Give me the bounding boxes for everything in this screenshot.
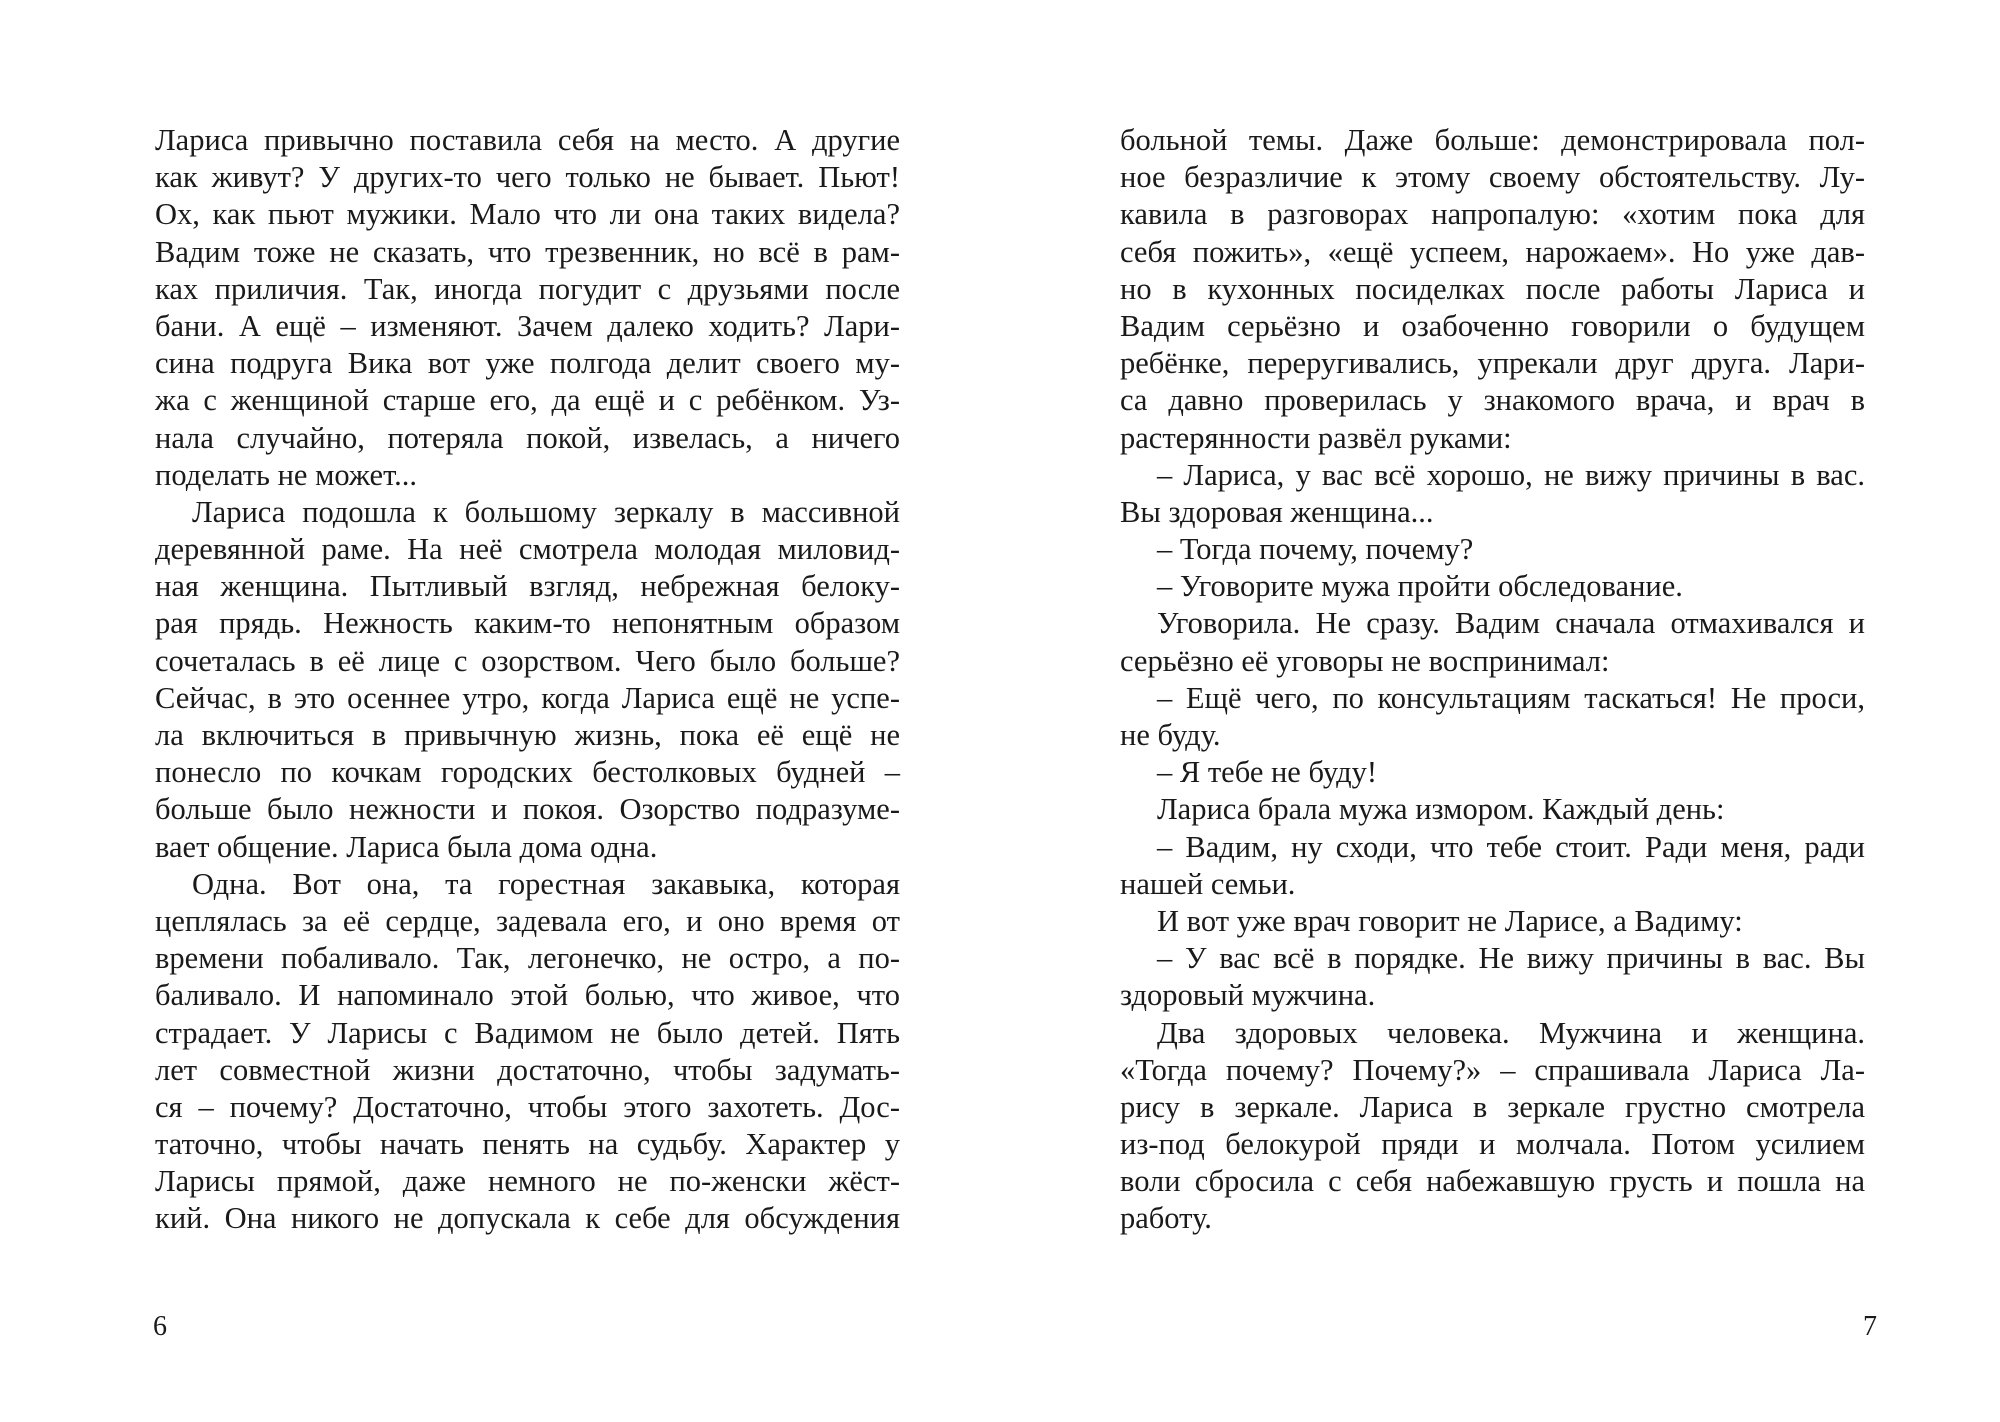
text-line: больше было нежности и покоя. Озорство подразуме- — [155, 792, 900, 827]
text-line: понесло по кочкам городских бестолковых будней – — [155, 755, 900, 790]
text-line: – Я тебе не буду! — [1157, 755, 1378, 790]
text-line: не буду. — [1120, 718, 1221, 752]
text-line: но в кухонных посиделках после работы Лариса и — [1120, 271, 1865, 306]
page-number: 7 — [1863, 1311, 1877, 1342]
text-line: ное безразличие к этому своему обстоятельству. Лу- — [1120, 160, 1865, 195]
text-line: Ох, как пьют мужики. Мало что ли она таких видела? — [155, 197, 900, 232]
text-line: «Тогда почему? Почему?» – спрашивала Лариса Ла- — [1120, 1052, 1865, 1087]
text-line: рая прядь. Нежность каким-то непонятным образом — [155, 606, 900, 641]
text-line: страдает. У Ларисы с Вадимом не было детей. Пять — [155, 1015, 900, 1050]
text-line: – У вас всё в порядке. Не вижу причины в вас. Вы — [1157, 941, 1865, 976]
text-line: сочеталась в её лице с озорством. Чего было больше? — [155, 643, 900, 678]
text-line: Вадим тоже не сказать, что трезвенник, но всё в рам- — [155, 234, 900, 269]
text-line: – Ещё чего, по консультациям таскаться! Не проси, — [1157, 680, 1865, 715]
text-line: И вот уже врач говорит не Ларисе, а Вадиму: — [1157, 903, 1743, 938]
text-line: кавила в разговорах напропалую: «хотим пока для — [1120, 197, 1865, 232]
text-line: рису в зеркале. Лариса в зеркале грустно смотрела — [1120, 1089, 1865, 1124]
text-line: Лариса привычно поставила себя на место. А другие — [155, 123, 900, 157]
text-line: деревянной раме. На неё смотрела молодая миловид- — [155, 532, 900, 567]
right-page-text — [1120, 122, 1865, 1238]
text-line: Ларисы прямой, даже немного не по-женски жёст- — [155, 1164, 900, 1199]
text-line: вает общение. Лариса была дома одна. — [155, 829, 658, 864]
text-line: бани. А ещё – изменяют. Зачем далеко ходить? Лари- — [155, 308, 900, 343]
text-line: цеплялась за её сердце, задевала его, и оно время от — [155, 903, 900, 938]
text-line: таточно, чтобы начать пенять на судьбу. Характер у — [155, 1127, 900, 1162]
text-line: – Лариса, у вас всё хорошо, не вижу причины в вас. — [1157, 457, 1865, 492]
text-line: ла включиться в привычную жизнь, пока её ещё не — [155, 718, 900, 752]
text-line: лет совместной жизни достаточно, чтобы задумать- — [155, 1052, 900, 1087]
text-line: нашей семьи. — [1120, 866, 1296, 901]
text-line: – Тогда почему, почему? — [1157, 532, 1474, 567]
text-line: ся – почему? Достаточно, чтобы этого захотеть. Дос- — [155, 1089, 900, 1124]
text-line: из-под белокурой пряди и молчала. Потом усилием — [1120, 1127, 1865, 1162]
text-line: Одна. Вот она, та горестная закавыка, которая — [192, 866, 900, 901]
text-line: больной темы. Даже больше: демонстрировала пол- — [1120, 123, 1865, 157]
text-line: баливало. И напоминало этой болью, что живое, что — [155, 978, 900, 1013]
text-line: времени побаливало. Так, легонечко, не остро, а по- — [155, 941, 900, 976]
text-line: серьёзно её уговоры не воспринимал: — [1120, 643, 1610, 678]
text-line: поделать не может... — [155, 457, 417, 492]
text-line: ная женщина. Пытливый взгляд, небрежная белоку- — [155, 569, 900, 604]
text-line: ребёнке, переругивались, упрекали друг друга. Лари- — [1120, 346, 1865, 381]
text-line: са давно проверилась у знакомого врача, и врач в — [1120, 383, 1865, 418]
text-line: Вадим серьёзно и озабоченно говорили о будущем — [1120, 308, 1865, 343]
text-line: Сейчас, в это осеннее утро, когда Лариса ещё не успе- — [155, 680, 900, 715]
text-line: Лариса подошла к большому зеркалу в массивной — [192, 494, 900, 529]
text-line: – Уговорите мужа пройти обследование. — [1157, 569, 1683, 604]
page-number: 6 — [153, 1311, 167, 1342]
text-line: Два здоровых человека. Мужчина и женщина. — [1157, 1015, 1865, 1050]
right-page — [1000, 0, 2000, 1422]
text-line: растерянности развёл руками: — [1120, 420, 1512, 455]
text-line: воли сбросила с себя набежавшую грусть и пошла на — [1120, 1164, 1865, 1199]
text-line: нала случайно, потеряла покой, извелась, а ничего — [155, 420, 900, 455]
text-line: здоровый мужчина. — [1120, 978, 1376, 1013]
text-line: сина подруга Вика вот уже полгода делит своего му- — [155, 346, 900, 381]
text-line: работу. — [1120, 1201, 1212, 1236]
text-line: Уговорила. Не сразу. Вадим сначала отмахивался и — [1157, 606, 1865, 641]
text-line: ках приличия. Так, иногда погудит с друзьями после — [155, 271, 900, 306]
text-line: Вы здоровая женщина... — [1120, 494, 1434, 529]
text-line: себя пожить», «ещё успеем, нарожаем». Но уже дав- — [1120, 234, 1865, 269]
text-line: кий. Она никого не допускала к себе для обсуждения — [155, 1201, 900, 1236]
text-line: – Вадим, ну сходи, что тебе стоит. Ради меня, ради — [1157, 829, 1865, 864]
text-line: жа с женщиной старше его, да ещё и с ребёнком. Уз- — [155, 383, 900, 418]
text-line: как живут? У других-то чего только не бывает. Пьют! — [155, 160, 900, 195]
left-page-text — [155, 122, 900, 1238]
text-line: Лариса брала мужа измором. Каждый день: — [1157, 792, 1725, 827]
